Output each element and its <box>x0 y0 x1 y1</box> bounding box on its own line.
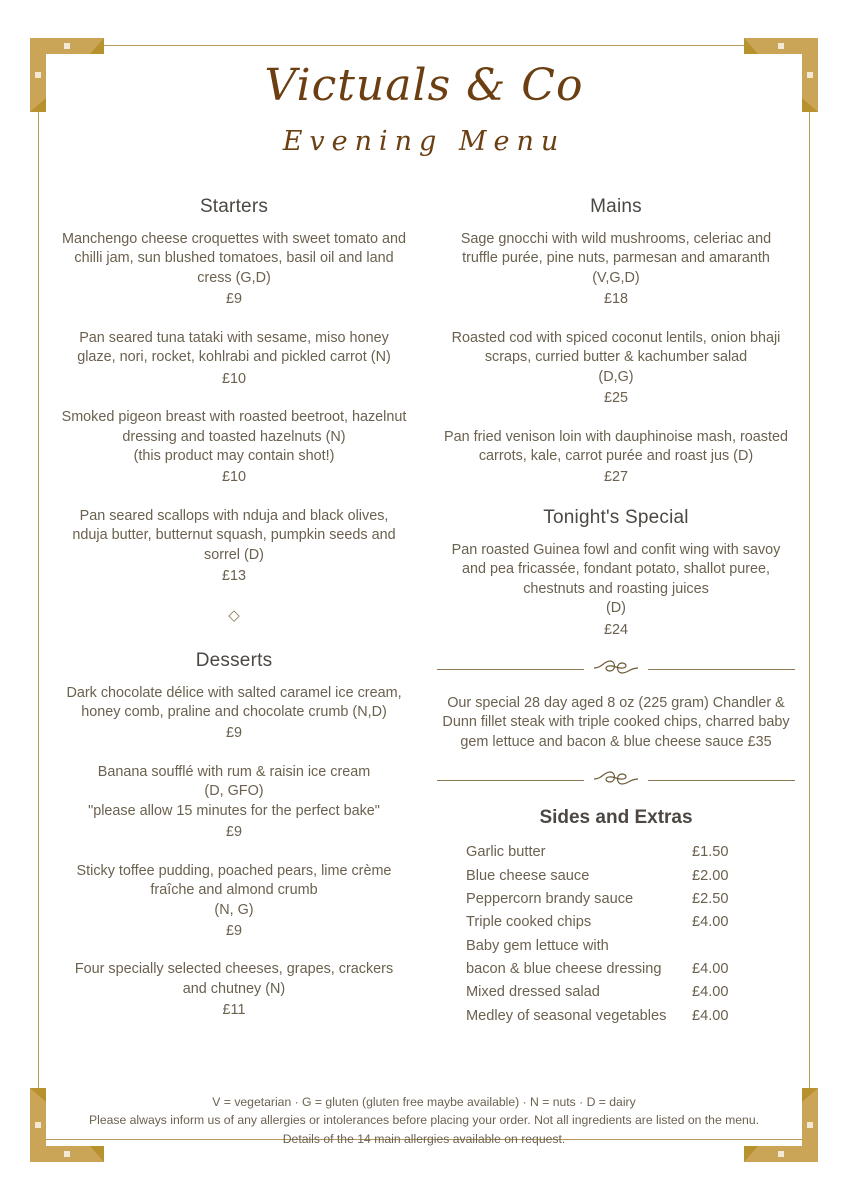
sides-row <box>466 841 766 864</box>
sides-row <box>466 911 766 934</box>
menu-item-description: Smoked pigeon breast with roasted beetroot, hazelnut dressing and toasted hazelnuts (N) <box>61 409 407 445</box>
side-name: Blue cheese sauce <box>466 867 590 884</box>
divider-line-right <box>648 669 795 670</box>
menu-item <box>55 960 413 1020</box>
menu-item-price: £10 <box>221 469 246 486</box>
menu-footer <box>0 1093 848 1148</box>
menu-item-description: Pan fried venison loin with dauphinoise mash, roasted carrots, kale, carrot purée and roast jus (D) <box>444 428 788 464</box>
sides-row <box>466 1005 766 1028</box>
menu-item-note-secondary: "please allow 15 minutes for the perfect bake" <box>88 802 380 819</box>
steak-special-description: Our special 28 day aged 8 oz (225 gram) Chandler & Dunn fillet steak with triple cooked chips, charred baby gem lettuce and bacon & blue cheese sauce <box>442 695 790 750</box>
sides-list <box>466 841 766 1028</box>
side-price: £2.50 <box>692 891 729 907</box>
side-name: Triple cooked chips <box>466 914 592 931</box>
side-price: £2.00 <box>692 867 729 884</box>
divider-line-left <box>437 780 584 781</box>
menu-item-price: £13 <box>221 568 246 585</box>
side-price: £4.00 <box>692 1007 729 1024</box>
section-title-sides-and-extras: Sides and Extras <box>539 807 693 829</box>
menu-item <box>55 408 413 488</box>
menu-item-description: Manchengo cheese croquettes with sweet tomato and chilli jam, sun blushed tomatoes, basil oil and land cress (G,D) <box>62 231 406 286</box>
menu-item <box>55 329 413 389</box>
menu-item-price: £11 <box>222 1002 246 1019</box>
menu-item-description: Pan seared tuna tataki with sesame, miso honey glaze, nori, rocket, kohlrabi and pickled carrot (N) <box>77 329 391 366</box>
menu-item-price: £9 <box>225 824 242 841</box>
menu-item-note: (N, G) <box>214 901 254 918</box>
menu-item-note: (D, GFO) <box>204 783 264 800</box>
side-name: Mixed dressed salad <box>466 984 600 1001</box>
menu-item <box>55 763 413 843</box>
menu-item-note: (this product may contain shot!) <box>133 447 335 464</box>
section-title-mains: Mains <box>590 196 642 217</box>
menu-item-description: Sage gnocchi with wild mushrooms, celeriac and truffle purée, pine nuts, parmesan and amaranth (V,G,D) <box>460 231 772 286</box>
menu-item <box>437 329 795 409</box>
divider-line-left <box>437 669 584 670</box>
menu-item-description: Sticky toffee pudding, poached pears, lime crème fraîche and almond crumb <box>76 862 392 899</box>
menu-kind-title: Evening Menu <box>282 126 566 158</box>
sides-row <box>466 935 766 958</box>
menu-item <box>55 230 413 310</box>
menu-item-price: £10 <box>221 370 246 387</box>
menu-item-description: Four specially selected cheeses, grapes, crackers and chutney (N) <box>74 961 394 997</box>
menu-header <box>0 62 848 157</box>
allergy-notice-line-2: Details of the 14 main allergies available on request. <box>282 1131 566 1146</box>
menu-item-description: Roasted cod with spiced coconut lentils, onion bhaji scraps, curried butter & kachumber salad <box>451 329 781 366</box>
steak-special-price: £35 <box>747 733 772 750</box>
menu-item <box>437 541 795 640</box>
menu-item <box>437 428 795 488</box>
menu-columns <box>55 196 795 1040</box>
menu-column-right <box>437 196 795 1040</box>
menu-item-price: £27 <box>603 469 628 486</box>
menu-column-left <box>55 196 413 1040</box>
swirl-ornament-icon <box>592 659 640 680</box>
menu-item-price: £24 <box>603 621 628 638</box>
section-title-starters: Starters <box>199 196 269 217</box>
menu-item-description: Banana soufflé with rum & raisin ice cream <box>97 763 371 780</box>
menu-item-description: Dark chocolate délice with salted caramel ice cream, honey comb, praline and chocolate crumb (N,D) <box>66 684 402 720</box>
menu-item-price: £9 <box>225 291 242 308</box>
diamond-ornament: ◇ <box>228 606 240 624</box>
allergen-key: V = vegetarian · G = gluten (gluten free maybe available) · N = nuts · D = dairy <box>212 1095 636 1110</box>
sides-row <box>466 981 766 1004</box>
section-divider-top <box>437 659 795 680</box>
allergy-notice-line-1: Please always inform us of any allergies or intolerances before placing your order. Not all ingredients are listed on the menu. <box>89 1113 759 1128</box>
side-name: Garlic butter <box>466 844 546 861</box>
menu-item <box>55 862 413 942</box>
side-price: £4.00 <box>692 984 729 1001</box>
side-name: bacon & blue cheese dressing <box>466 961 662 978</box>
menu-item <box>55 684 413 744</box>
section-title-desserts: Desserts <box>195 649 273 671</box>
menu-item-note: (D,G) <box>598 368 634 385</box>
side-name: Peppercorn brandy sauce <box>466 891 634 907</box>
sides-row <box>466 888 766 911</box>
side-name: Medley of seasonal vegetables <box>466 1007 667 1024</box>
side-price: £4.00 <box>692 914 729 931</box>
menu-item-note: (D) <box>606 600 626 617</box>
menu-item-description: Pan seared scallops with nduja and black olives, nduja butter, butternut squash, pumpkin seeds and sorrel (D) <box>72 507 396 563</box>
section-divider-bottom <box>437 770 795 791</box>
swirl-ornament-icon <box>592 770 640 791</box>
sides-row <box>466 865 766 888</box>
menu-item-description: Pan roasted Guinea fowl and confit wing with savoy and pea fricassée, fondant potato, shallot puree, chestnuts and roasting juices <box>451 541 781 597</box>
divider-line-right <box>648 780 795 781</box>
menu-item-price: £9 <box>225 725 242 742</box>
side-price: £4.00 <box>692 961 729 978</box>
menu-item-price: £9 <box>225 922 242 939</box>
menu-item-price: £18 <box>603 291 628 308</box>
steak-special-block <box>437 694 795 752</box>
sides-row <box>466 958 766 981</box>
side-name: Baby gem lettuce with <box>466 937 609 954</box>
menu-item <box>437 230 795 310</box>
restaurant-name: Victuals & Co <box>264 60 584 111</box>
section-title-tonights-special: Tonight's Special <box>543 506 689 528</box>
side-price: £1.50 <box>692 844 729 861</box>
menu-item <box>55 507 413 587</box>
menu-item-price: £25 <box>603 390 628 407</box>
